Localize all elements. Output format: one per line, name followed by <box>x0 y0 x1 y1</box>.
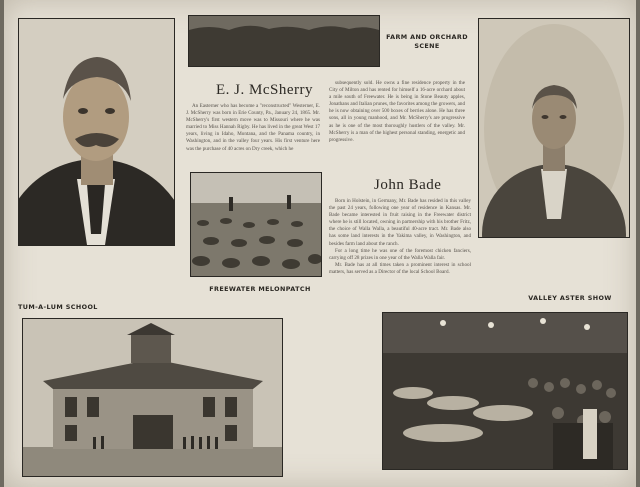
mcsherry-article-left <box>186 103 320 168</box>
school-caption: TUM-A-LUM SCHOOL <box>18 303 98 311</box>
mcsherry-article-right <box>329 80 465 170</box>
bade-portrait <box>478 18 630 238</box>
farm-orchard-caption <box>382 33 472 51</box>
freewater-caption: FREEWATER MELONPATCH <box>209 285 311 293</box>
farm-orchard-caption-line2: SCENE <box>414 42 440 50</box>
aster-show-caption: VALLEY ASTER SHOW <box>528 294 612 302</box>
bade-paragraph-1: Born in Holstein, in Germany, Mr. Bade has resided in this valley the past 24 years, following one year of residence in Kansas. Mr. Bade became interested in fruit raising in the Freewater district where he is still located, owning in partnership with his brother Fritz, the choice of Walla Walla, a beautiful 40-acre tract. Mr. Bade also has some land interests in the Yakima valley, in Washington, and besides farm land about the ranch. <box>329 198 471 247</box>
page <box>4 0 636 487</box>
mcsherry-heading: E. J. McSherry <box>216 82 313 98</box>
mcsherry-paragraph-left: An Easterner who has become a "reconstructed" Westerner, E. J. McSherry was born in Erie County, Pa., January 24, 1865. Mr. McSherry's first western move was to Missouri where he was married to Miss Hannah Rigby. He has lived in the great West 17 years, living in Idaho, Montana, and the Panama country, in Washington, and in the valley four years. His first venture here was the purchase of 40 acres on Dry creek, which he <box>186 103 320 152</box>
bade-paragraph-3: Mr. Bade has at all times taken a prominent interest in school matters, has served as a Director of the local School Board. <box>329 261 471 275</box>
freewater-melonpatch-photo <box>190 172 322 277</box>
farm-orchard-caption-line1: FARM AND ORCHARD <box>386 33 468 41</box>
bade-heading: John Bade <box>374 177 442 193</box>
bade-article <box>329 198 471 288</box>
farm-orchard-photo <box>188 15 380 67</box>
mcsherry-paragraph-right: subsequently sold. He owns a fine residence property in the City of Milton and has rented for himself a 16-acre orchard about a mile south of Freewater. He is being in Stone Beauty apples, Jonathans and Italian prunes, the favorites among the growers, and he is now obtaining over 500 boxes of berries alone. He has three sons, all in young manhood, and Mr. McSherry's are progressive as he is one of the most thoroughly hustlers of the valley. Mr. McSherry is a man of the highest personal standing, energetic and progressive. <box>329 80 465 143</box>
mcsherry-portrait <box>18 18 175 246</box>
valley-aster-show-photo <box>382 312 628 470</box>
tum-a-lum-school-photo <box>22 318 283 477</box>
bade-paragraph-2: For a long time he was one of the foremost chicken fanciers, carrying off 28 prizes in one year of the Walla Walla fair. <box>329 247 471 261</box>
